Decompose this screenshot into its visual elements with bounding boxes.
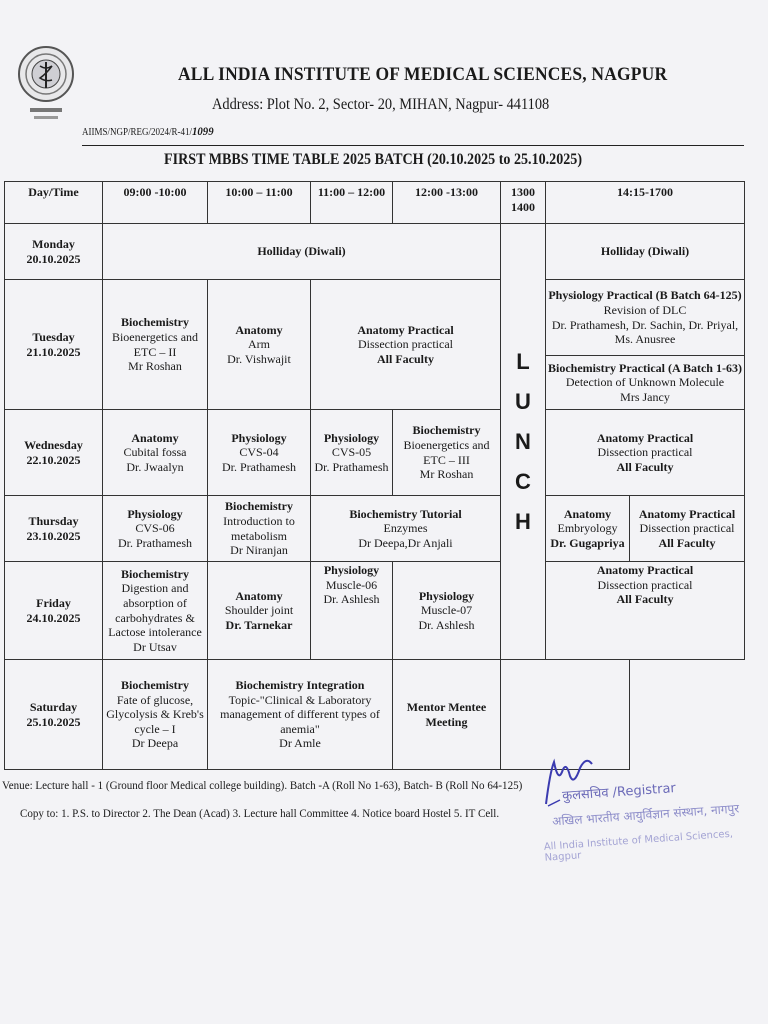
thursday-afternoon-anatomy: Anatomy Embryology Dr. Gugapriya (546, 496, 630, 562)
thursday-slot-2: Biochemistry Introduction to metabolism Dr Niranjan (208, 496, 311, 562)
header-slot-2: 10:00 – 11:00 (208, 182, 311, 224)
registrar-stamp-english: All India Institute of Medical Sciences, Nagpur (543, 828, 734, 864)
wednesday-slot-3: Physiology CVS-05 Dr. Prathamesh (311, 410, 393, 496)
thursday-slot-1: Physiology CVS-06 Dr. Prathamesh (103, 496, 208, 562)
header-lunch-time (501, 182, 546, 224)
table-row-tuesday (5, 280, 745, 356)
thursday-afternoon-practical: Anatomy Practical Dissection practical All Faculty (630, 496, 745, 562)
friday-slot-4: Physiology Muscle-07 Dr. Ashlesh (393, 562, 501, 660)
wednesday-slot-4: Biochemistry Bioenergetics and ETC – III Mr Roshan (393, 410, 501, 496)
reference-handwritten-number: 1099 (192, 124, 214, 138)
day-cell-monday: Monday 20.10.2025 (5, 224, 103, 280)
saturday-slot-1: Biochemistry Fate of glucose, Glycolysis & Kreb's cycle – I Dr Deepa (103, 660, 208, 770)
lunch-column: L U N C H (501, 224, 546, 660)
table-row-saturday (5, 660, 745, 770)
day-cell-thursday: Thursday 23.10.2025 (5, 496, 103, 562)
monday-morning-holiday: Holliday (Diwali) (103, 224, 501, 280)
lunch-start: 1300 (511, 185, 535, 199)
copy-to-note: Copy to: 1. P.S. to Director 2. The Dean (Acad) 3. Lecture hall Committee 4. Notice board Hostel 5. IT Cell. (20, 806, 500, 820)
institute-address: Address: Plot No. 2, Sector- 20, MIHAN, Nagpur- 441108 (212, 96, 550, 113)
registrar-stamp-hindi: अखिल भारतीय आयुर्विज्ञान संस्थान, नागपुर (551, 801, 740, 829)
thursday-slot-3: Biochemistry Tutorial Enzymes Dr Deepa,Dr Anjali (311, 496, 501, 562)
tuesday-afternoon-biochemistry: Biochemistry Practical (A Batch 1-63) Detection of Unknown Molecule Mrs Jancy (546, 356, 745, 410)
header-slot-3: 11:00 – 12:00 (311, 182, 393, 224)
table-row-friday (5, 562, 745, 660)
friday-slot-3: Physiology Muscle-06 Dr. Ashlesh (311, 562, 393, 660)
lunch-end: 1400 (511, 199, 535, 214)
registrar-stamp-title: कुलसचिव /Registrar (561, 781, 677, 804)
header-afternoon: 14:15-1700 (546, 182, 745, 224)
tuesday-afternoon-physiology: Physiology Practical (B Batch 64-125) Revision of DLC Dr. Prathamesh, Dr. Sachin, Dr. Priyal, Ms. Anusree (546, 280, 745, 356)
table-row-wednesday (5, 410, 745, 496)
day-cell-friday: Friday 24.10.2025 (5, 562, 103, 660)
timetable (4, 181, 745, 770)
table-row-thursday (5, 496, 745, 562)
wednesday-slot-2: Physiology CVS-04 Dr. Prathamesh (208, 410, 311, 496)
day-cell-tuesday: Tuesday 21.10.2025 (5, 280, 103, 410)
table-row-monday (5, 224, 745, 280)
reference-prefix: AIIMS/NGP/REG/2024/R-41/ (82, 127, 193, 138)
header-slot-4: 12:00 -13:00 (393, 182, 501, 224)
tuesday-slot-2: Anatomy Arm Dr. Vishwajit (208, 280, 311, 410)
venue-note: Venue: Lecture hall - 1 (Ground floor Medical college building). Batch -A (Roll No 1-63), Batch- B (Roll No 64-125) (2, 778, 523, 792)
friday-slot-2: Anatomy Shoulder joint Dr. Tarnekar (208, 562, 311, 660)
tuesday-slot-3: Anatomy Practical Dissection practical All Faculty (311, 280, 501, 410)
wednesday-afternoon: Anatomy Practical Dissection practical All Faculty (546, 410, 745, 496)
saturday-slot-3: Mentor Mentee Meeting (393, 660, 501, 770)
header-slot-1: 09:00 -10:00 (103, 182, 208, 224)
day-cell-wednesday: Wednesday 22.10.2025 (5, 410, 103, 496)
header-divider (82, 145, 744, 146)
monday-afternoon-holiday: Holliday (Diwali) (546, 224, 745, 280)
reference-number (82, 124, 214, 139)
timetable-title: FIRST MBBS TIME TABLE 2025 BATCH (20.10.2025 to 25.10.2025) (164, 151, 583, 168)
tuesday-slot-1: Biochemistry Bioenergetics and ETC – II Mr Roshan (103, 280, 208, 410)
friday-afternoon: Anatomy Practical Dissection practical All Faculty (546, 562, 745, 660)
institute-name: ALL INDIA INSTITUTE OF MEDICAL SCIENCES, NAGPUR (178, 64, 668, 85)
header-day-time: Day/Time (5, 182, 103, 224)
aiims-logo-icon (18, 38, 74, 130)
header-row (5, 182, 745, 224)
saturday-slot-2: Biochemistry Integration Topic-"Clinical & Laboratory management of different types of anemia" Dr Amle (208, 660, 393, 770)
friday-slot-1: Biochemistry Digestion and absorption of carbohydrates & Lactose intolerance Dr Utsav (103, 562, 208, 660)
wednesday-slot-1: Anatomy Cubital fossa Dr. Jwaalyn (103, 410, 208, 496)
day-cell-saturday: Saturday 25.10.2025 (5, 660, 103, 770)
